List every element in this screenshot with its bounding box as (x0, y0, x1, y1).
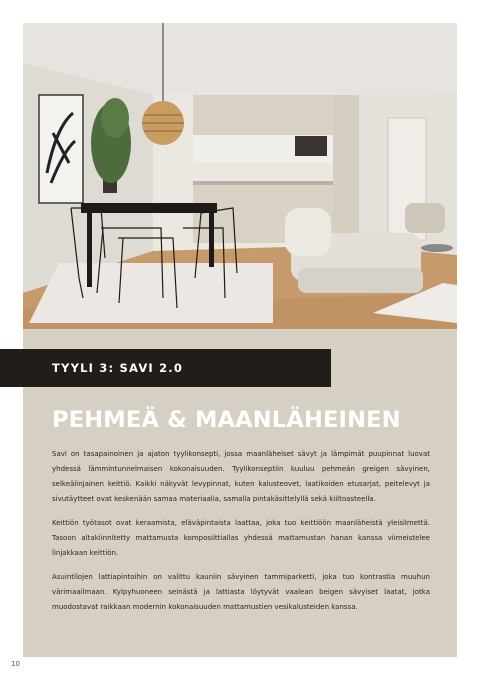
body-text (52, 447, 430, 624)
paragraph-3: Asuintilojen lattiapintoihin on valittu kauniin sävyinen tammiparketti, joka tuo kontrastia muuhun värimaailmaan. Kylpyhuoneen seinästä ja lattiasta löytyvät vaalean beigen sävyiset laatat, jotka muodostavat raikkaan modernin kokonaisuuden mattamustien vesikalusteiden kanssa. (52, 573, 430, 611)
section-headline: PEHMEÄ & MAANLÄHEINEN (52, 407, 401, 433)
style-label: TYYLI 3: SAVI 2.0 (52, 361, 184, 375)
paragraph-1: Savi on tasapainoinen ja ajaton tyylikonsepti, jossa maanläheiset sävyt ja lämpimät puupinnat luovat yhdessä lämmintunnelmaisen kokonaisuuden. Tyylikonseptiin kuuluu pehmeän greigen sävyinen, selkeälinjainen keittiö. Kaikki näkyvät levypinnat, kuten kalusteovet, laatikoiden etusarjat, peitelevyt ja sivutäytteet ovat keskenään samaa materiaalia, samalla pintakäsittelyllä sekä kiiltoasteella. (52, 450, 430, 503)
interior-photo (23, 23, 457, 329)
page-number: 10 (11, 660, 20, 668)
paragraph-2: Keittiön työtasot ovat keraamista, eläväpintaista laattaa, joka tuo keittiöön maanläheistä yleisilmettä. Tasoon altakiinnitetty mattamusta komposiittiallas yhdessä mattamustan hanan kanssa viimeistelee linjakkaan keittiön. (52, 519, 430, 557)
